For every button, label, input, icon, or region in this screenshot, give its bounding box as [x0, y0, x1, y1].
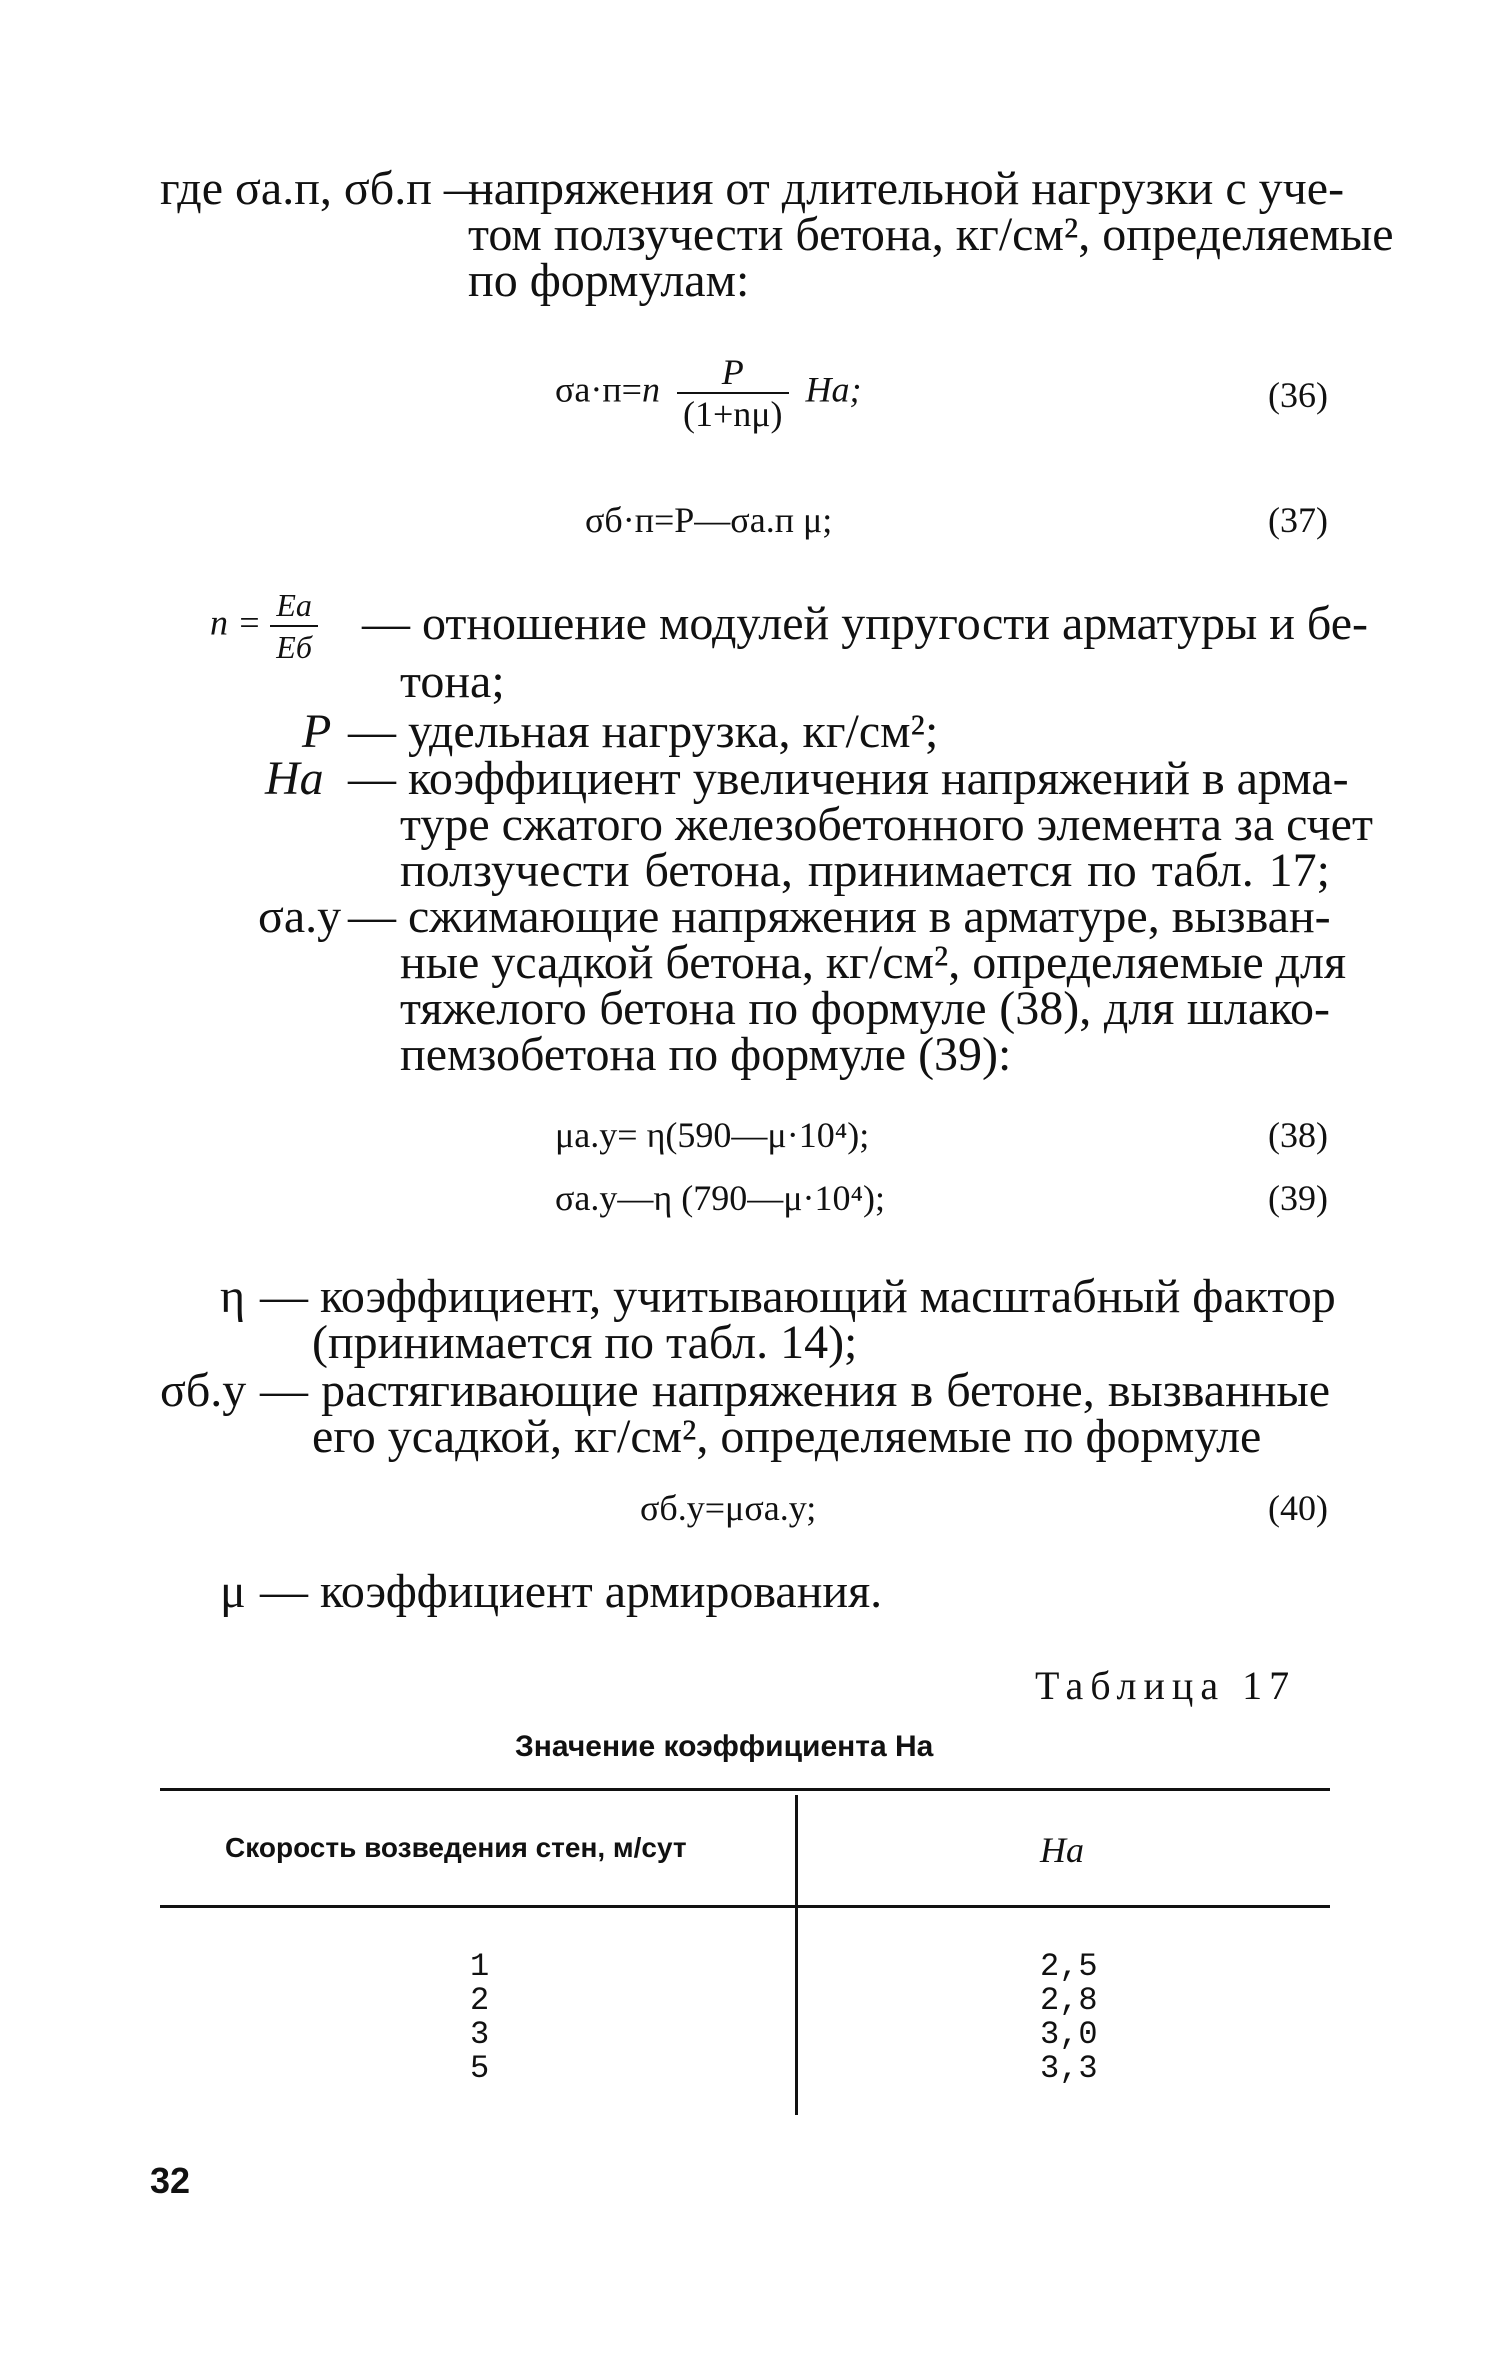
table-cell: 2 — [470, 1982, 490, 2019]
eq39-lhs: σа.у — [555, 1178, 618, 1218]
equation-38 — [555, 1115, 869, 1155]
sby-symbol: σб.у — [160, 1364, 247, 1417]
equation-37 — [585, 500, 832, 540]
n-symbol: n = — [210, 602, 262, 643]
ha-def-line-3: ползучести бетона, принимается по табл. 17; — [400, 844, 1330, 897]
table-cell: 1 — [470, 1948, 490, 1985]
sby-def-line-2: его усадкой, кг/см², определяемые по формуле — [312, 1410, 1262, 1463]
n-def-line-2: тона; — [400, 655, 505, 708]
sby-def-line-1: — растягивающие напряжения в бетоне, вызванные — [260, 1364, 1330, 1417]
table-column-divider — [795, 1795, 798, 2115]
eq39-number: (39) — [1268, 1178, 1328, 1218]
equation-36 — [555, 352, 862, 434]
say-def-line-3: тяжелого бетона по формуле (38), для шлако- — [400, 982, 1330, 1035]
eta-def-line-2: (принимается по табл. 14); — [312, 1316, 858, 1369]
eq38-lhs: μа.у — [555, 1115, 618, 1155]
table-cell: 2,8 — [1040, 1982, 1098, 2019]
table-header-speed: Скорость возведения стен, м/сут — [225, 1832, 687, 1863]
say-def-line-2: ные усадкой бетона, кг/см², определяемые для — [400, 936, 1347, 989]
eq38-number: (38) — [1268, 1115, 1328, 1155]
eq37-lhs: σб·п — [585, 500, 654, 540]
eq39-rhs: —η (790—μ·10⁴); — [617, 1178, 886, 1218]
eq36-n: n — [641, 369, 660, 410]
eq36-numerator: P — [721, 352, 744, 392]
eta-symbol: η — [220, 1270, 246, 1323]
table-cell: 3,3 — [1040, 2050, 1098, 2087]
eq37-rhs: =P—σа.п μ; — [653, 500, 833, 540]
intro-line-1: напряжения от длительной нагрузки с уче- — [468, 162, 1345, 215]
eq36-lhs: σа·п — [555, 369, 622, 410]
eq36-number: (36) — [1268, 375, 1328, 415]
table-title: Значение коэффициента Hа — [515, 1730, 934, 1763]
intro-line-3: по формулам: — [468, 254, 750, 307]
eq36-denominator: (1+nμ) — [677, 392, 789, 434]
intro-line-2: том ползучести бетона, кг/см², определяемые — [468, 208, 1394, 261]
eq40-rhs: =μσа.у; — [704, 1488, 817, 1528]
eq36-eq: = — [621, 369, 642, 410]
intro-lead: где σа.п, σб.п — — [160, 162, 492, 215]
n-numerator: Eа — [276, 587, 312, 623]
eq37-number: (37) — [1268, 500, 1328, 540]
eq40-number: (40) — [1268, 1488, 1328, 1528]
page-number: 32 — [150, 2160, 191, 2201]
table-label: Таблица 17 — [1035, 1663, 1297, 1708]
table-header-ha: Hа — [1040, 1830, 1084, 1870]
mu-symbol: μ — [220, 1565, 246, 1618]
say-def-line-4: пемзобетона по формуле (39): — [400, 1028, 1012, 1081]
table-col-ha — [1040, 1950, 1098, 2086]
n-definition-symbol — [210, 585, 318, 667]
mu-def-text: — коэффициент армирования. — [260, 1565, 883, 1618]
eta-def-line-1: — коэффициент, учитывающий масштабный фактор — [260, 1270, 1336, 1323]
table-cell: 2,5 — [1040, 1948, 1098, 1985]
table-col-speed — [470, 1950, 489, 2086]
equation-39 — [555, 1178, 885, 1218]
eq38-rhs: = η(590—μ·10⁴); — [617, 1115, 870, 1155]
table-header-rule — [160, 1905, 1330, 1908]
equation-40 — [640, 1488, 816, 1528]
table-cell: 5 — [470, 2050, 490, 2087]
n-def-line-1: — отношение модулей упругости арматуры и бе- — [362, 597, 1368, 650]
ha-symbol: Hа — [265, 752, 324, 805]
table-cell: 3,0 — [1040, 2016, 1098, 2053]
say-symbol: σа.у — [258, 890, 342, 943]
table-cell: 3 — [470, 2016, 490, 2053]
eq40-lhs: σб.у — [640, 1488, 705, 1528]
p-def-line-1: — удельная нагрузка, кг/см²; — [348, 705, 939, 758]
table-top-rule — [160, 1788, 1330, 1791]
ha-def-line-2: туре сжатого железобетонного элемента за счет — [400, 798, 1373, 851]
n-denominator: Eб — [270, 625, 318, 667]
say-def-line-1: — сжимающие напряжения в арматуре, вызван- — [348, 890, 1331, 943]
ha-def-line-1: — коэффициент увеличения напряжений в арма- — [348, 752, 1349, 805]
p-symbol: P — [302, 705, 332, 758]
eq36-rhs: Hа; — [805, 369, 862, 410]
